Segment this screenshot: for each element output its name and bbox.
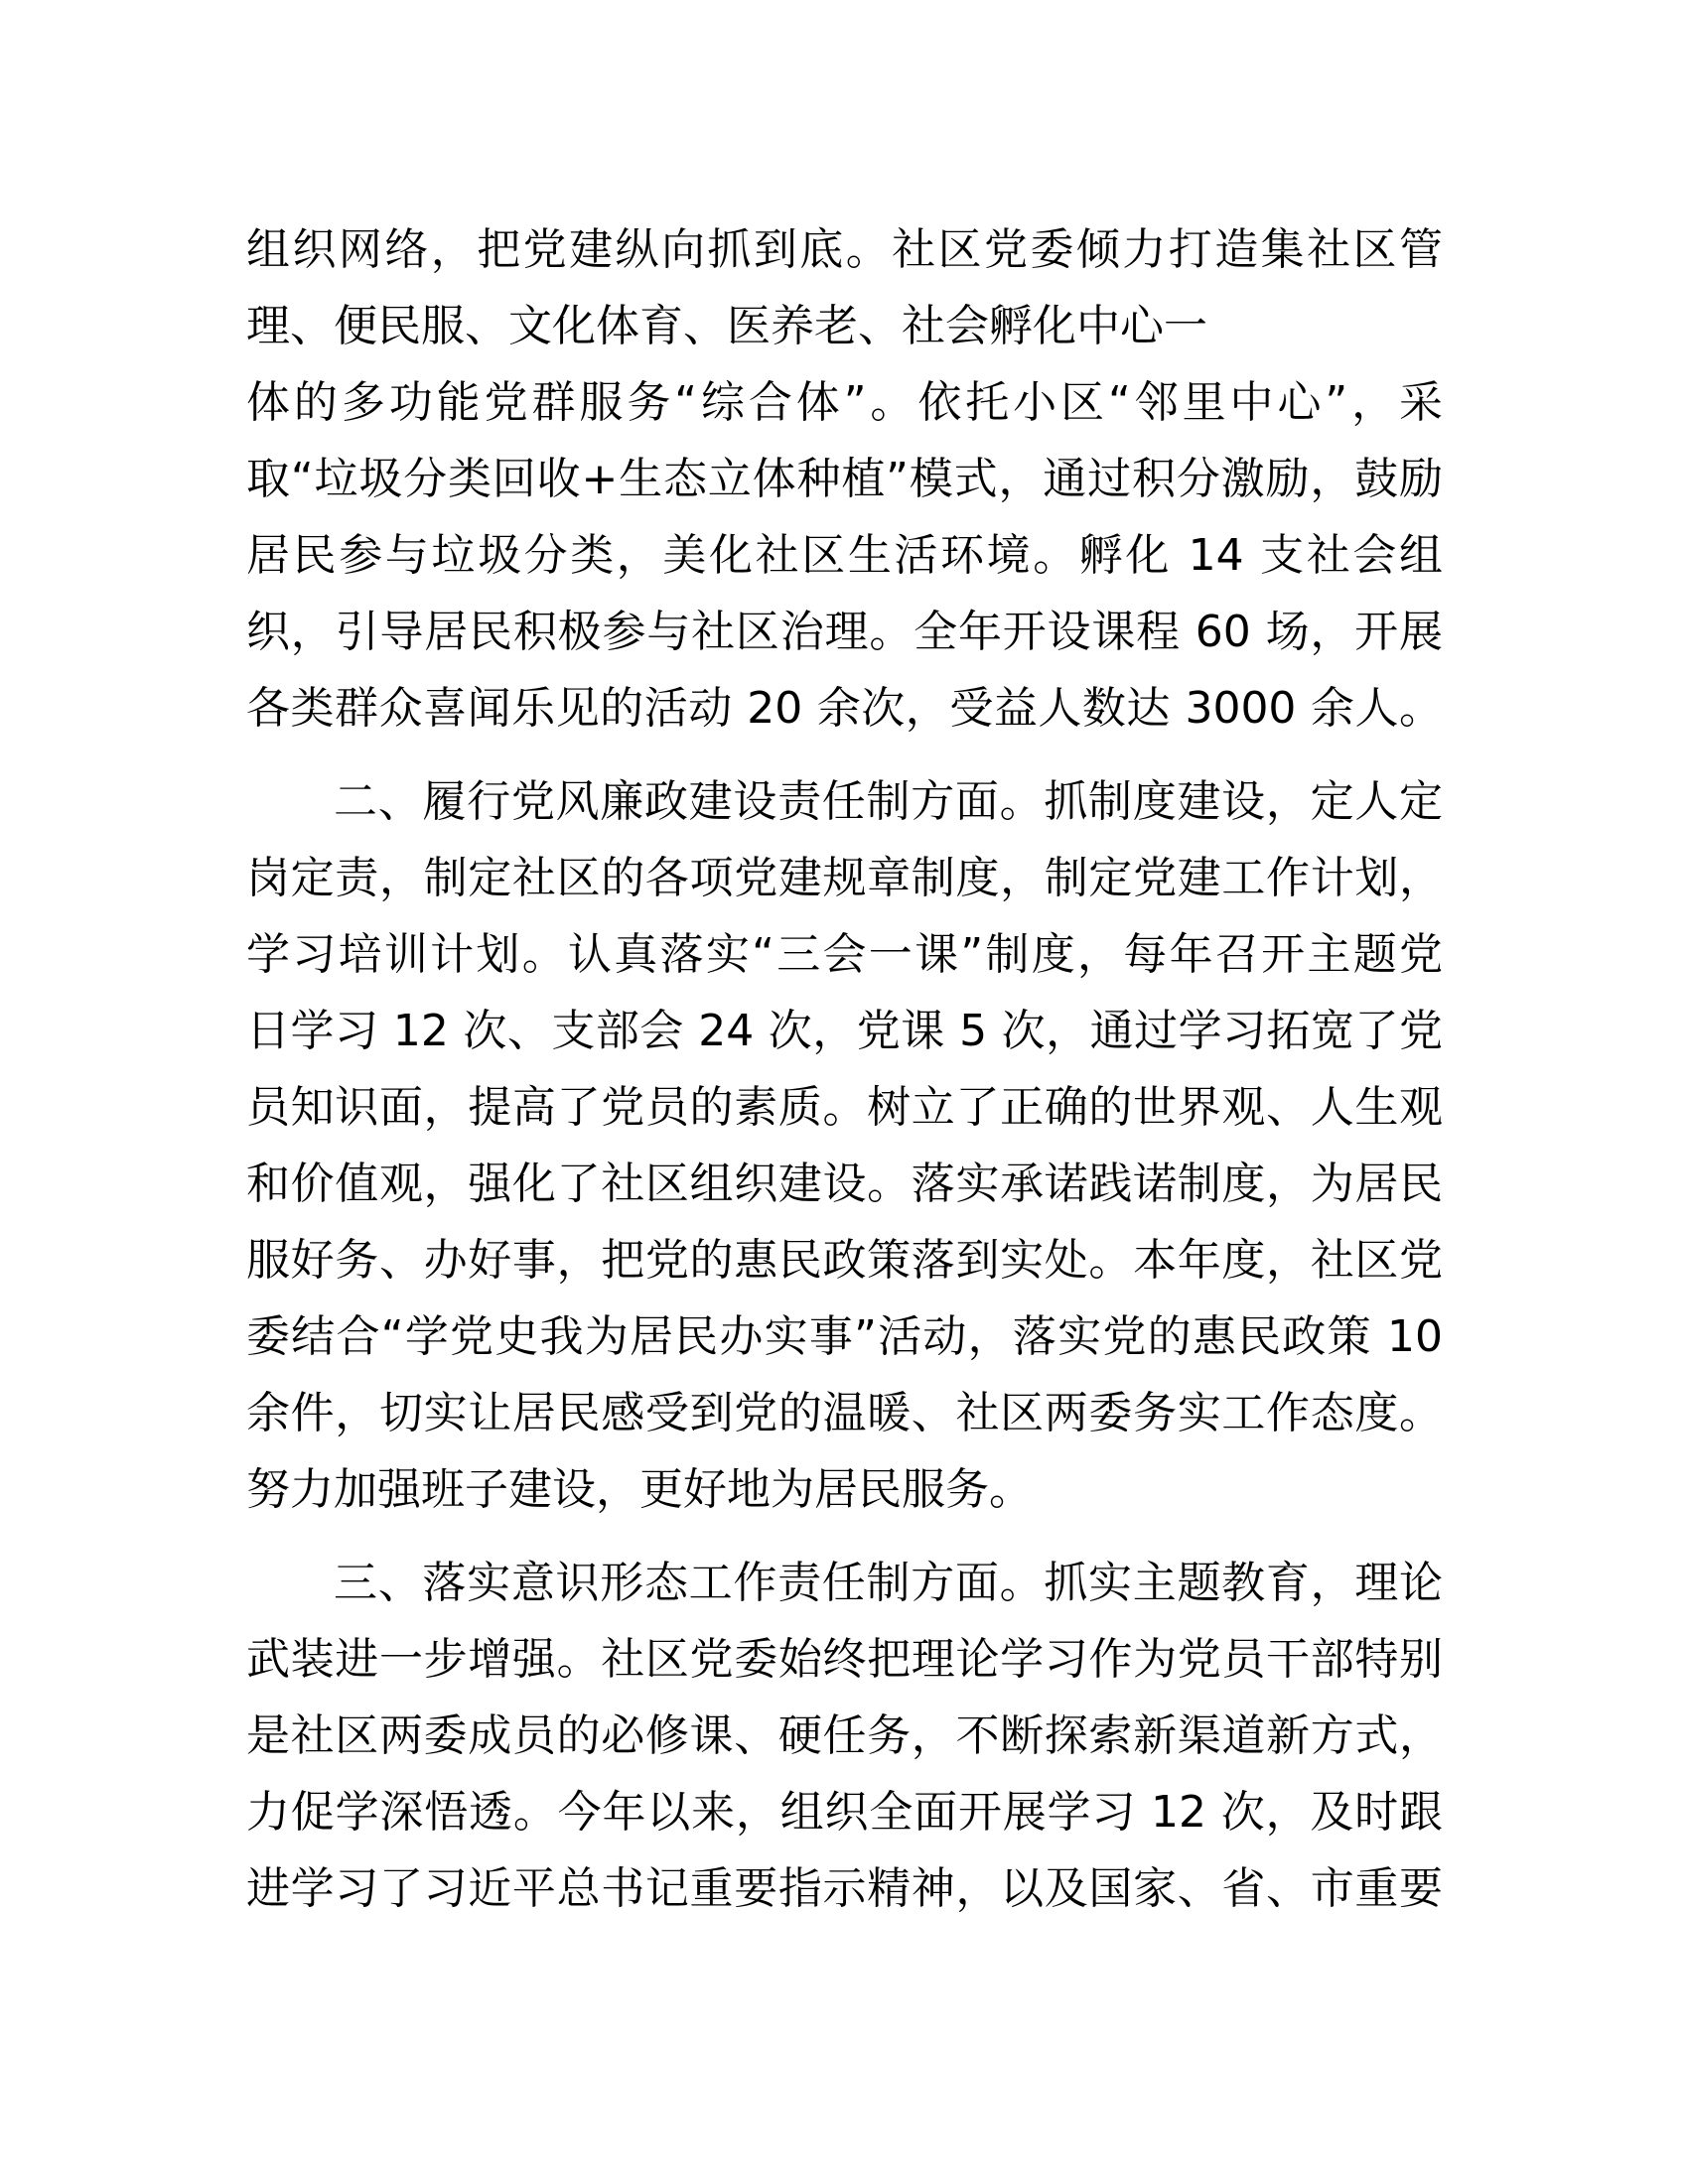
paragraph-spacer <box>246 747 1443 763</box>
text-line: 武装进一步增强。社区党委始终把理论学习作为党员干部特别 <box>246 1634 1443 1685</box>
paragraph-spacer <box>246 1528 1443 1545</box>
paragraph-2 <box>246 763 1443 1528</box>
text-line: 委结合“学党史我为居民办实事”活动，落实党的惠民政策 10 <box>246 1311 1443 1362</box>
text-line: 理、便民服、文化体育、医养老、社会孵化中心一 <box>246 301 1207 351</box>
text-line: 服好务、办好事，把党的惠民政策落到实处。本年度，社区党 <box>246 1235 1443 1286</box>
text-line: 岗定责，制定社区的各项党建规章制度，制定党建工作计划， <box>246 853 1443 903</box>
text-line: 努力加强班子建设，更好地为居民服务。 <box>246 1464 1033 1515</box>
text-line: 体的多功能党群服务“综合体”。依托小区“邻里中心”，采 <box>246 377 1443 428</box>
text-line: 和价值观，强化了社区组织建设。落实承诺践诺制度，为居民 <box>246 1159 1443 1209</box>
text-line: 学习培训计划。认真落实“三会一课”制度，每年召开主题党 <box>246 929 1443 980</box>
text-line: 各类群众喜闻乐见的活动 20 余次，受益人数达 3000 余人。 <box>246 683 1443 734</box>
text-line: 员知识面，提高了党员的素质。树立了正确的世界观、人生观 <box>246 1082 1443 1133</box>
text-line: 进学习了习近平总书记重要指示精神，以及国家、省、市重要 <box>246 1863 1443 1914</box>
text-line: 组织网络，把党建纵向抓到底。社区党委倾力打造集社区管 <box>246 224 1443 275</box>
paragraph-3 <box>246 1545 1443 1927</box>
text-line: 三、落实意识形态工作责任制方面。抓实主题教育，理论 <box>334 1558 1443 1608</box>
text-line: 力促学深悟透。今年以来，组织全面开展学习 12 次，及时跟 <box>246 1787 1443 1838</box>
text-line: 日学习 12 次、支部会 24 次，党课 5 次，通过学习拓宽了党 <box>246 1006 1443 1056</box>
text-line: 二、履行党风廉政建设责任制方面。抓制度建设，定人定 <box>334 776 1443 827</box>
text-line: 余件，切实让居民感受到党的温暖、社区两委务实工作态度。 <box>246 1388 1443 1438</box>
paragraph-1 <box>246 211 1443 747</box>
text-line: 居民参与垃圾分类，美化社区生活环境。孵化 14 支社会组 <box>246 530 1443 581</box>
text-line: 是社区两委成员的必修课、硬任务，不断探索新渠道新方式， <box>246 1710 1443 1761</box>
text-line: 取“垃圾分类回收+生态立体种植”模式，通过积分激励，鼓励 <box>246 454 1443 504</box>
text-line: 织，引导居民积极参与社区治理。全年开设课程 60 场，开展 <box>246 607 1443 657</box>
body-text <box>246 211 1443 1927</box>
